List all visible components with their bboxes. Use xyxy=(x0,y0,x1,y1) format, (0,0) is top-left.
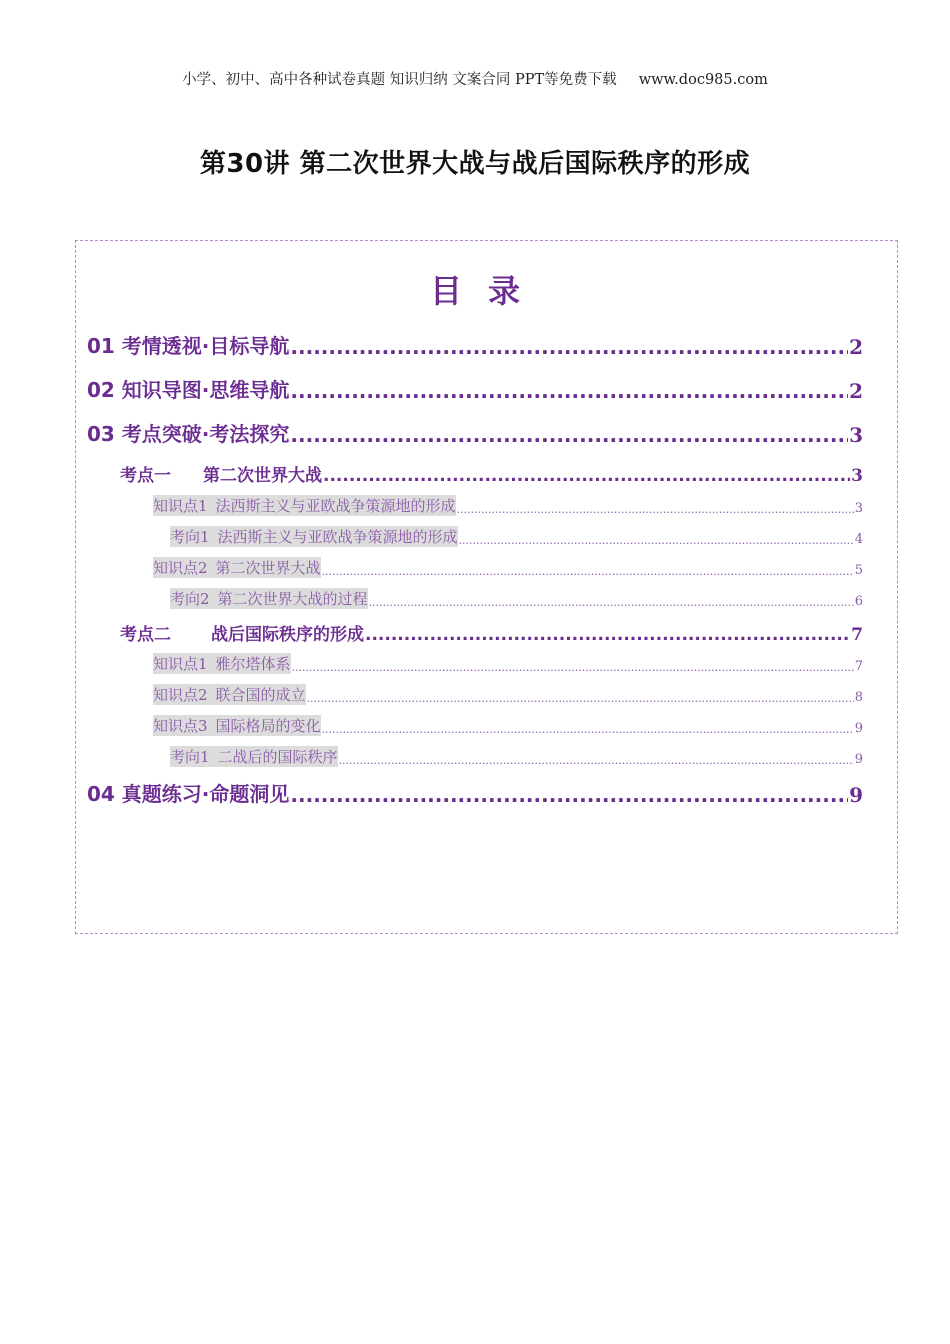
toc-entry-page: 7 xyxy=(854,659,863,674)
toc-entry-03[interactable] xyxy=(87,418,863,447)
toc-entry-page: 9 xyxy=(854,721,863,736)
toc-entry-prefix: 知识点1 xyxy=(153,655,208,673)
document-title: 第30讲 第二次世界大战与战后国际秩序的形成 xyxy=(199,149,751,179)
toc-leader-dots xyxy=(307,692,854,705)
toc-entry-page: 8 xyxy=(854,690,863,705)
header-text: 小学、初中、高中各种试卷真题 知识归纳 文案合同 PPT等免费下载 xyxy=(182,72,617,88)
toc-entry-label: 01 考情透视·目标导航 xyxy=(87,334,290,358)
toc-entry-prefix: 考向1 xyxy=(170,528,210,546)
toc-entry-prefix: 知识点3 xyxy=(153,717,208,735)
toc-entry-label: 第二次世界大战 xyxy=(215,559,321,577)
toc-entry-label: 法西斯主义与亚欧战争策源地的形成 xyxy=(217,528,458,546)
toc-entry-page: 7 xyxy=(851,625,863,645)
toc-entry-prefix: 知识点2 xyxy=(153,686,208,704)
header-site-link[interactable]: www.doc985.com xyxy=(638,72,768,88)
toc-entry-kaoxiang-1-1[interactable] xyxy=(170,526,863,547)
toc-leader-dots xyxy=(457,503,854,516)
toc-entry-page: 9 xyxy=(849,783,863,807)
toc-entry-page: 9 xyxy=(854,752,863,767)
toc-entry-label: 第二次世界大战的过程 xyxy=(217,590,368,608)
toc-leader-dots xyxy=(292,661,854,674)
toc-entry-prefix: 考点一 xyxy=(120,466,171,486)
toc-leader-dots xyxy=(322,723,854,736)
toc-entry-label: 03 考点突破·考法探究 xyxy=(87,422,290,446)
toc-leader-dots xyxy=(369,596,854,609)
toc-entry-prefix: 考向1 xyxy=(170,748,210,766)
toc-leader-dots xyxy=(459,534,854,547)
toc-entry-label: 战后国际秩序的形成 xyxy=(211,625,364,645)
toc-entry-page: 2 xyxy=(849,379,863,403)
toc-leader-dots xyxy=(365,625,850,645)
toc-entry-page: 3 xyxy=(854,501,863,516)
toc-entry-label: 雅尔塔体系 xyxy=(215,655,291,673)
toc-entry-page: 6 xyxy=(854,594,863,609)
toc-entry-label: 第二次世界大战 xyxy=(203,466,322,486)
toc-entry-04[interactable] xyxy=(87,778,863,807)
toc-entry-label: 国际格局的变化 xyxy=(215,717,321,735)
toc-entry-zhishidian-1-1[interactable] xyxy=(153,495,863,516)
toc-heading: 目录 xyxy=(429,272,546,310)
toc-entry-prefix: 知识点1 xyxy=(153,497,208,515)
toc-entry-label: 04 真题练习·命题洞见 xyxy=(87,782,290,806)
toc-leader-dots xyxy=(339,754,854,767)
toc-entry-page: 3 xyxy=(849,423,863,447)
toc-entry-page: 3 xyxy=(851,466,863,486)
toc-entry-prefix: 知识点2 xyxy=(153,559,208,577)
toc-entry-kaoxiang-2-1[interactable] xyxy=(170,746,863,767)
toc-leader-dots xyxy=(322,565,854,578)
toc-entry-zhishidian-2-1[interactable] xyxy=(153,653,863,674)
toc-entry-label: 02 知识导图·思维导航 xyxy=(87,378,290,402)
toc-leader-dots xyxy=(323,466,850,486)
toc-entry-page: 5 xyxy=(854,563,863,578)
toc-entry-prefix: 考向2 xyxy=(170,590,210,608)
toc-leader-dots xyxy=(290,423,848,447)
toc-entry-label: 二战后的国际秩序 xyxy=(217,748,338,766)
toc-entry-01[interactable] xyxy=(87,330,863,359)
toc-entry-prefix: 考点二 xyxy=(120,625,171,645)
toc-entry-page: 2 xyxy=(849,335,863,359)
toc-leader-dots xyxy=(290,783,848,807)
toc-entry-zhishidian-2-2[interactable] xyxy=(153,684,863,705)
toc-entry-kaodian-1[interactable] xyxy=(120,461,863,486)
toc-entry-zhishidian-2-3[interactable] xyxy=(153,715,863,736)
toc-leader-dots xyxy=(290,335,848,359)
toc-entry-page: 4 xyxy=(854,532,863,547)
page-header xyxy=(0,68,950,89)
toc-entry-02[interactable] xyxy=(87,374,863,403)
toc-entry-zhishidian-1-2[interactable] xyxy=(153,557,863,578)
toc-entry-label: 法西斯主义与亚欧战争策源地的形成 xyxy=(215,497,456,515)
toc-entry-kaoxiang-1-2[interactable] xyxy=(170,588,863,609)
toc-leader-dots xyxy=(290,379,848,403)
toc-entry-label: 联合国的成立 xyxy=(215,686,306,704)
toc-entry-kaodian-2[interactable] xyxy=(120,620,863,645)
